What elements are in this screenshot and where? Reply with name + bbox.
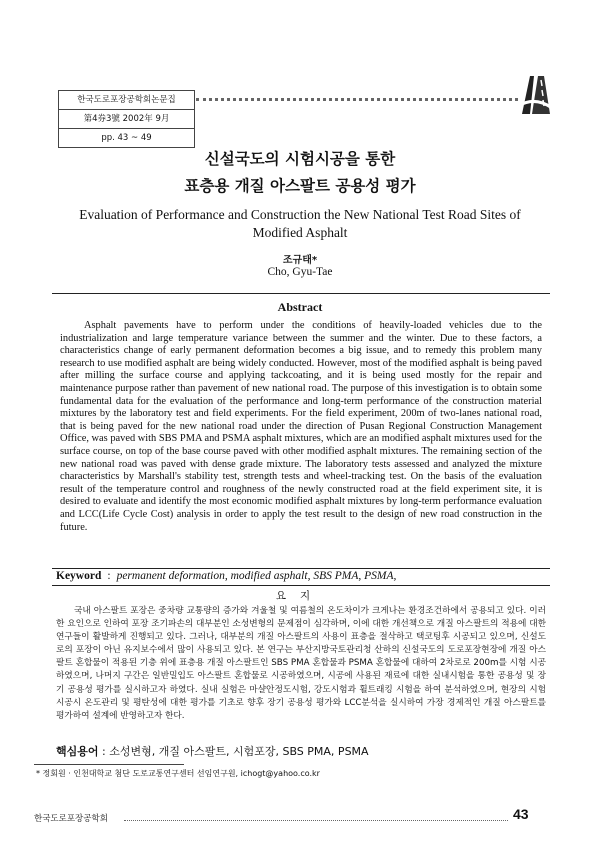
core-keywords-line (56, 743, 369, 759)
journal-info-box (58, 90, 195, 148)
footnote-rule (34, 764, 184, 765)
footer-society-name: 한국도로포장공학회 (34, 814, 108, 824)
header-dotted-line (196, 98, 518, 101)
core-keywords-label: 핵심용어 (56, 745, 99, 758)
journal-logo-icon (518, 74, 552, 116)
core-keywords-values: 소성변형, 개질 아스팔트, 시험포장, SBS PMA, PSMA (109, 745, 369, 758)
journal-volume: 第4券3號 2002年 9月 (59, 110, 194, 129)
journal-name: 한국도로포장공학회논문집 (59, 91, 194, 110)
keyword-bottom-rule (52, 585, 550, 586)
core-keywords-separator: : (102, 745, 106, 758)
title-ko-line2: 표층용 개질 아스팔트 공용성 평가 (184, 177, 416, 195)
keyword-label: Keyword (56, 570, 102, 582)
abstract-top-rule (52, 293, 550, 294)
keyword-separator: : (107, 570, 111, 582)
title-ko-line1: 신설국도의 시험시공을 통한 (204, 150, 396, 168)
abstract-heading: Abstract (277, 300, 323, 314)
keyword-top-rule (52, 568, 550, 569)
title-en: Evaluation of Performance and Construction the New National Test Road Sites of Modified Asphalt (79, 207, 521, 240)
author-name-en: Cho, Gyu-Tae (267, 266, 333, 278)
abstract-text: Asphalt pavements have to perform under the conditions of heavily-loaded vehicles due to the industrialization and large temperature variance between the summer and the winter. Due to these factors, a characteristics change of early permanent deformation becomes a big issue, and to remedy this problem many research to use modified asphalt are being widely conducted. However, most of the modified asphalt is being paved after milling the surface course and applying tackcoating, and it is being used mostly for the repair and maintenance purpose rather than pavement of new national road. The purpose of this investigation is to obtain some fundamental data for the evaluation of the performance and long-term performance of the construction material mixtures by the laboratory test and field experiments. For the field experiment, 200m of two-lanes national road, that is being paved for the new national road under the direction of Pusan Regional Construction Management Office, was paved with SBS PMA and PSMA asphalt mixtures, which are an modified asphalt mixtures used for the surface course, on top of the base course paved with other modified asphalt mixtures. The remaining section of the new national road was paved with dense grade mixture. The laboratory tests assessed and analyzed the mixture characteristics by Marshall's stability test, strength tests and wheel-tracking test. On the basis of the evaluation result of the temperature control and roughness of the newly constructed road at the field experiment site, it is desired to evaluate and identify the most economic modified asphalt mixtures by long-term performance evaluation and LCC(Life Cycle Cost) analysis in order to apply the test result to the design of new road construction in the future. (60, 320, 542, 533)
author-name-ko: 조규태* (282, 255, 318, 266)
keyword-values: permanent deformation, modified asphalt, SBS PMA, PSMA, (116, 570, 397, 582)
summary-ko-heading: 요지 (275, 590, 325, 602)
journal-pages: pp. 43 ~ 49 (101, 133, 152, 143)
summary-ko-text: 국내 아스팔트 포장은 중차량 교통량의 증가와 겨울철 및 여름철의 온도차이가 크게나는 환경조건하에서 공용되고 있다. 이러한 요인으로 인하여 포장 조기파손의 대부분인 소성변형의 문제점이 심각하며, 이에 대한 개선책으로 개질 아스팔트의 적용에 대한 연구들이 활발하게 진행되고 있다. 그러나, 대부분의 개질 아스팔트의 사용이 표층을 절삭하고 택코팅후 시공되고 있으며, 신설도로의 포장이 아닌 유지보수에서 많이 사용되고 있다. 본 연구는 부산지방국토관리청 산하의 신설국도의 도로포장현장에 개질 아스팔트 혼합물이 적용된 기층 위에 표층용 개질 아스팔트인 SBS PMA 혼합물과 PSMA 혼합물에 대하여 2차로로 200m를 시험 시공하였으며, 나머지 구간은 일반밀입도 아스팔트 혼합물로 시공하였으며, 시공에 사용된 재료에 대한 실내시험을 통한 공용성 및 장기 공용성 평가를 실시하고자 하였다. 실내 실험은 마샬안정도시험, 강도시험과 휠트래킹 시험을 하여 분석하였으며, 현장의 시험 시공시 온도관리 및 평탄성에 대한 평가를 기초로 향후 장기 공용성 평가와 LCC분석을 실시하여 가장 경제적인 개질 아스팔트를 평가하여 설계에 반영하고자 한다. (56, 606, 546, 721)
keyword-line (56, 570, 396, 582)
footer-dotted-line (124, 820, 508, 821)
author-footnote: * 정회원 · 인천대학교 첨단 도로교통연구센터 선임연구원, ichogt@yahoo.co.kr (36, 769, 320, 778)
page-number: 43 (513, 806, 529, 822)
